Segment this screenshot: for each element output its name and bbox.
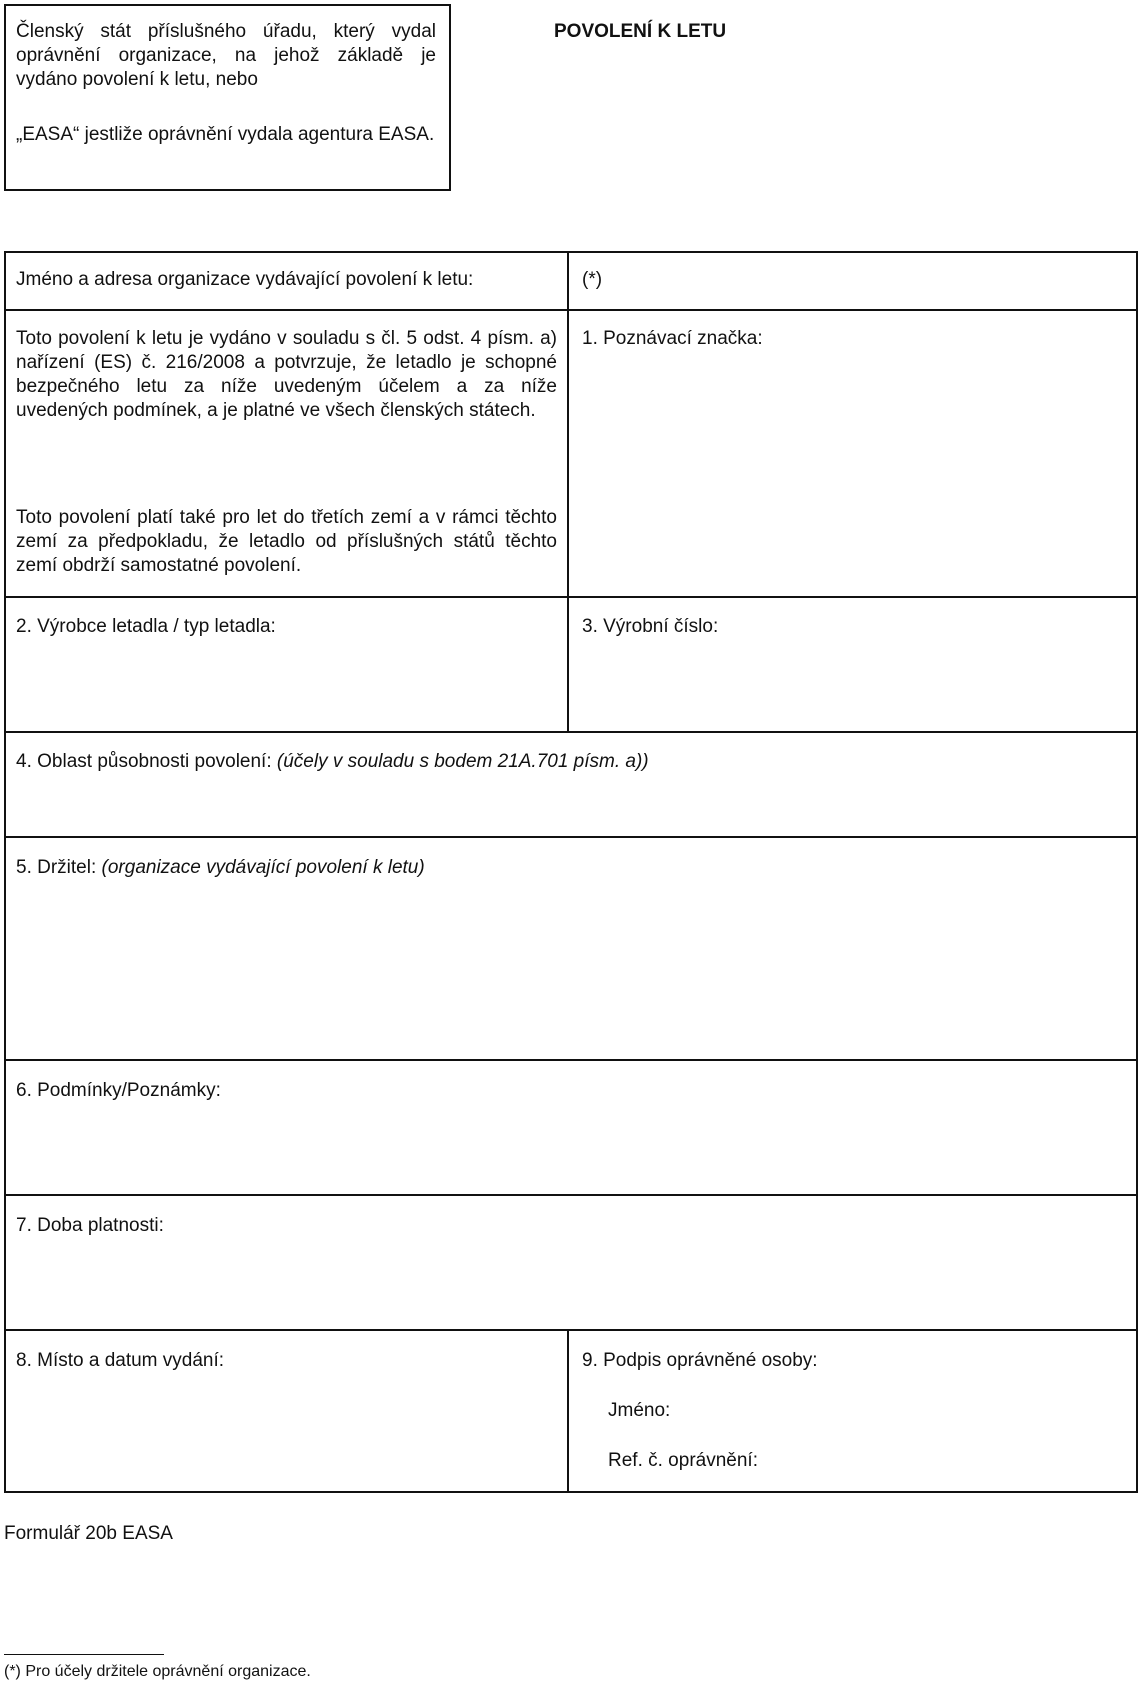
field-scope-label: 4. Oblast působnosti povolení:: [16, 751, 272, 772]
field-serial-number: 3. Výrobní číslo:: [582, 616, 719, 637]
field-scope-note: (účely v souladu s bodem 21A.701 písm. a)): [276, 751, 649, 772]
row-divider: [4, 596, 1138, 598]
issuer-text: Členský stát příslušného úřadu, který vydal oprávnění organizace, na jehož základě je vydáno povolení k letu, nebo: [16, 21, 436, 90]
row-divider: [4, 836, 1138, 838]
org-name-label: Jméno a adresa organizace vydávající povolení k letu:: [16, 269, 474, 290]
footnote-text: (*) Pro účely držitele oprávnění organizace.: [4, 1663, 311, 1680]
field-validity-period: 7. Doba platnosti:: [16, 1215, 164, 1236]
field-scope: [16, 750, 649, 774]
row-divider: [4, 309, 1138, 311]
row-divider: [4, 1329, 1138, 1331]
field-holder: [16, 856, 425, 880]
third-country-statement: Toto povolení platí také pro let do třetích zemí a v rámci těchto zemí za předpokladu, že letadlo od příslušných států těchto zemí obdrží samostatné povolení.: [16, 507, 557, 576]
field-conditions: 6. Podmínky/Poznámky:: [16, 1080, 221, 1101]
column-divider: [567, 1329, 569, 1493]
field-holder-note: (organizace vydávající povolení k letu): [101, 857, 425, 878]
field-authorization-ref: Ref. č. oprávnění:: [608, 1450, 758, 1471]
field-signatory-name: Jméno:: [608, 1400, 671, 1421]
validity-statement: Toto povolení k letu je vydáno v souladu s čl. 5 odst. 4 písm. a) nařízení (ES) č. 216/2008 a potvrzuje, že letadlo je schopné bezpečného letu za níže uvedeným účelem a za níže uvedených podmínek, a je platné ve všech členských státech.: [16, 328, 557, 421]
footnote-marker: (*): [582, 269, 603, 290]
form-identifier: Formulář 20b EASA: [4, 1523, 173, 1544]
issuer-text-easa: „EASA“ jestliže oprávnění vydala agentura EASA.: [16, 124, 435, 145]
row-divider: [4, 731, 1138, 733]
form-title: POVOLENÍ K LETU: [554, 21, 727, 42]
row-divider: [4, 1194, 1138, 1196]
field-manufacturer-type: 2. Výrobce letadla / typ letadla:: [16, 616, 276, 637]
column-divider: [567, 251, 569, 731]
field-holder-label: 5. Držitel:: [16, 857, 97, 878]
footnote-rule: [4, 1654, 164, 1655]
field-signature: 9. Podpis oprávněné osoby:: [582, 1350, 818, 1371]
field-registration-mark: 1. Poznávací značka:: [582, 328, 763, 349]
field-place-date: 8. Místo a datum vydání:: [16, 1350, 225, 1371]
row-divider: [4, 1059, 1138, 1061]
